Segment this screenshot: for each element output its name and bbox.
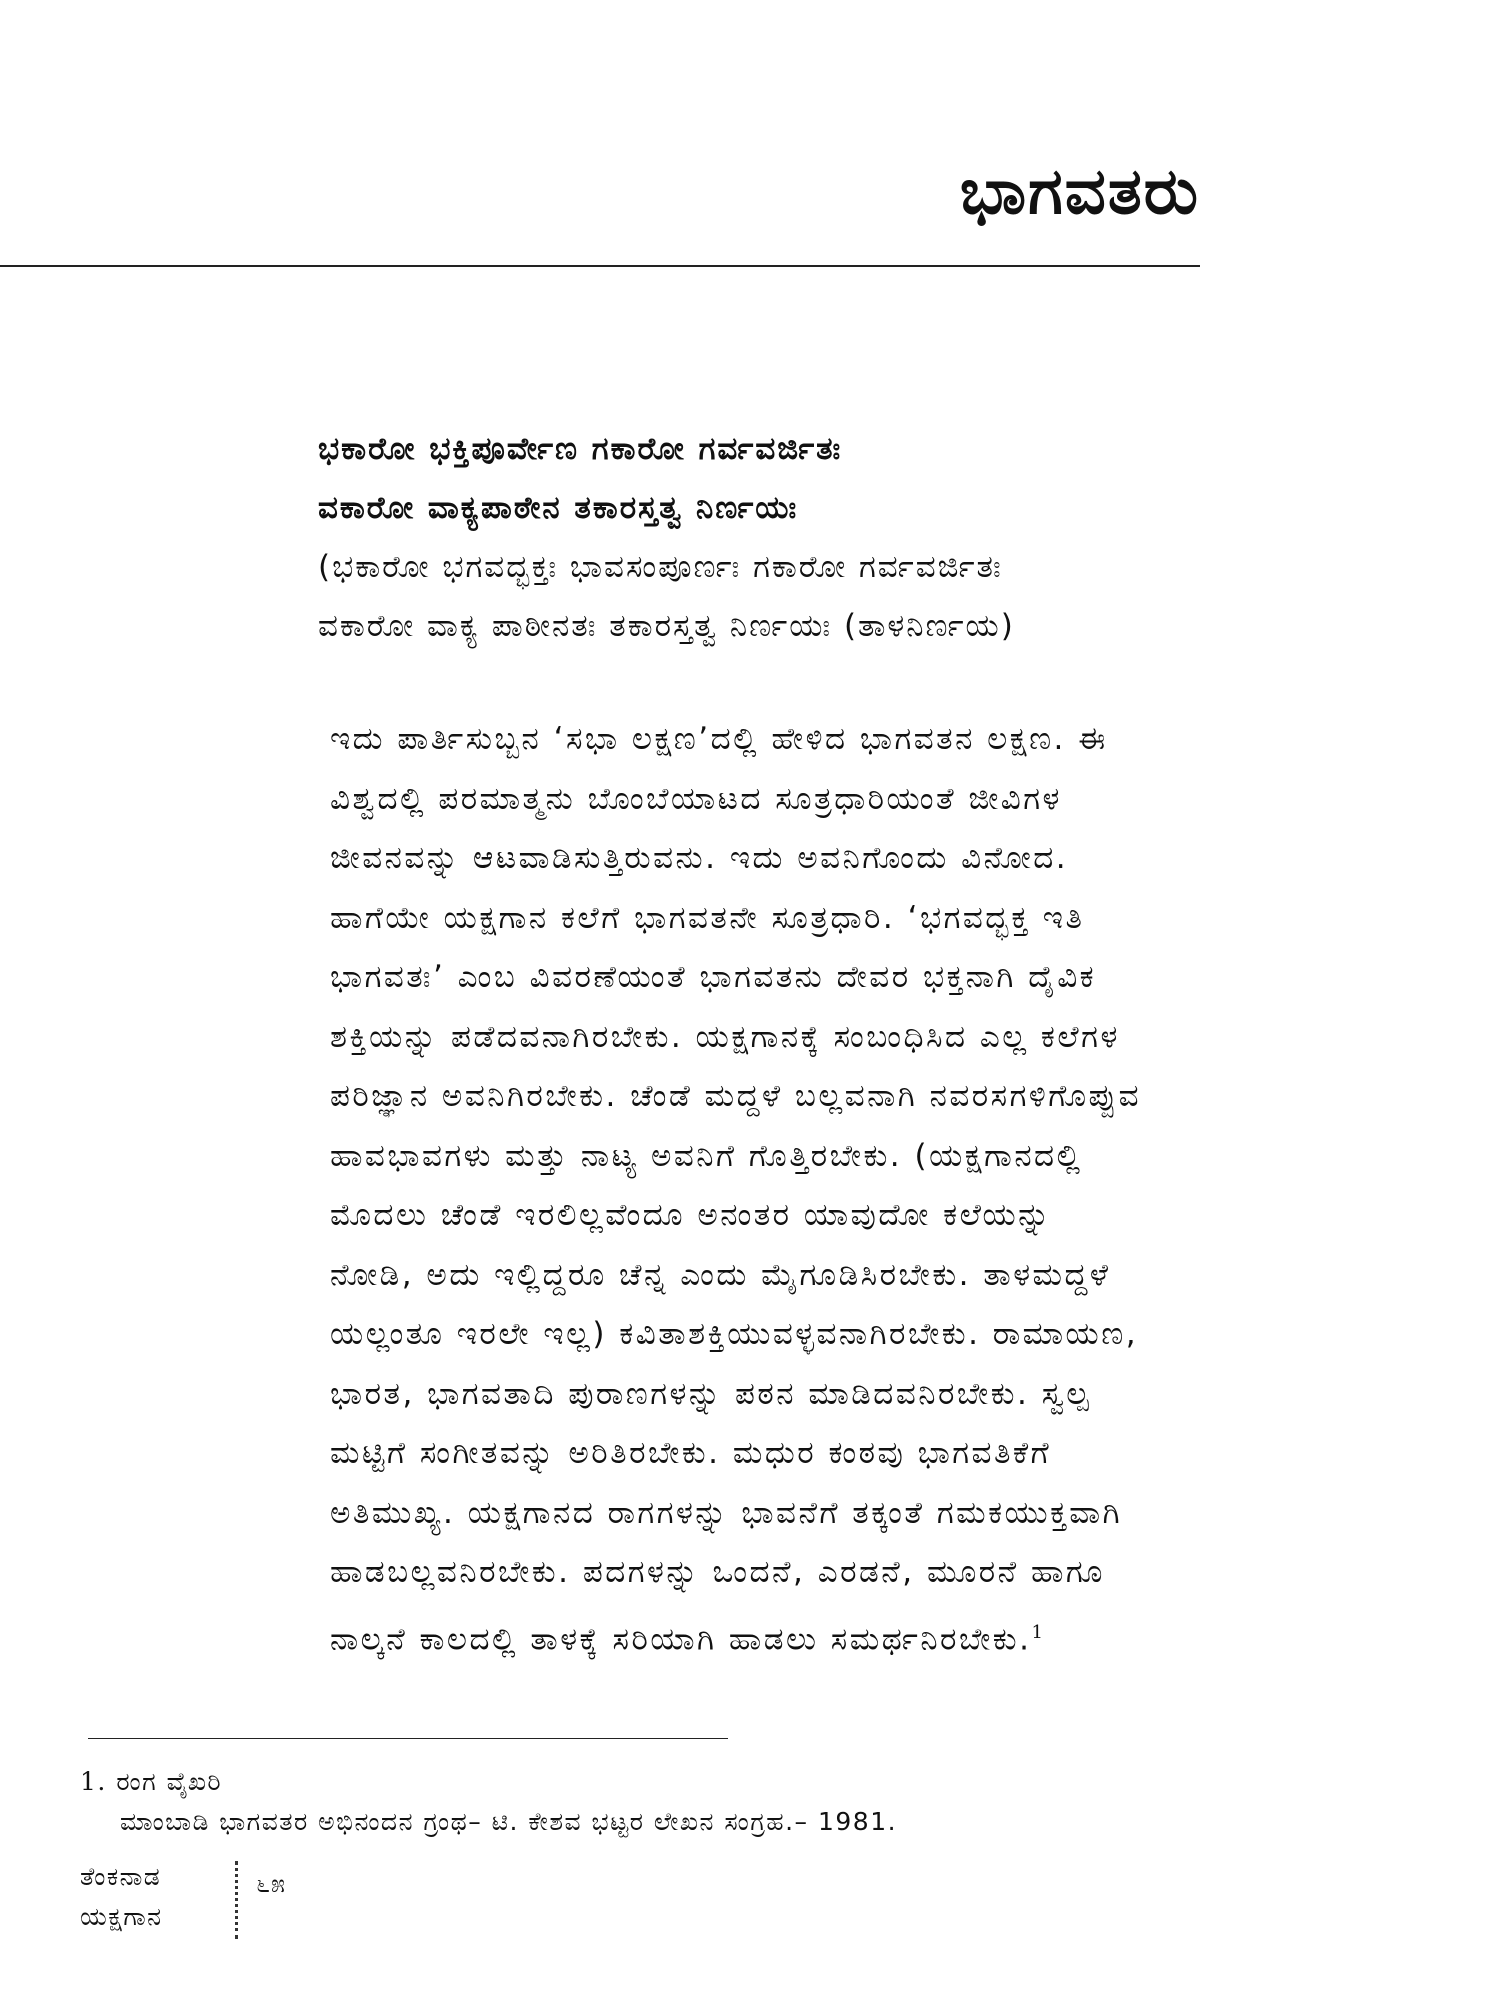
- shloka-line: ವಕಾರೋ ವಾಕ್ಯ ಪಾಠೀನತಃ ತಕಾರಸ್ತತ್ವ ನಿರ್ಣಯಃ (ತಾಳನಿರ್ಣಯ): [318, 608, 1015, 644]
- body-line: ಹಾವಭಾವಗಳು ಮತ್ತು ನಾಟ್ಯ ಅವನಿಗೆ ಗೊತ್ತಿರಬೇಕು. (ಯಕ್ಷಗಾನದಲ್ಲಿ: [330, 1137, 1083, 1174]
- footnote-line: [80, 1762, 1380, 1802]
- body-line: ಪರಿಜ್ಞಾನ ಅವನಿಗಿರಬೇಕು. ಚೆಂಡೆ ಮದ್ದಳೆ ಬಲ್ಲವನಾಗಿ ನವರಸಗಳಿಗೊಪ್ಪುವ: [330, 1078, 1142, 1114]
- footnote-number: 1.: [80, 1767, 107, 1796]
- shloka-line: ಭಕಾರೋ ಭಕ್ತಿಪೂರ್ವೇಣ ಗಕಾರೋ ಗರ್ವವರ್ಜಿತಃ: [318, 431, 843, 467]
- book-title: [80, 1857, 163, 1937]
- body-line: ಶಕ್ತಿಯನ್ನು ಪಡೆದವನಾಗಿರಬೇಕು. ಯಕ್ಷಗಾನಕ್ಕೆ ಸಂಬಂಧಿಸಿದ ಎಲ್ಲ ಕಲೆಗಳ: [330, 1018, 1120, 1055]
- body-line: ವಿಶ್ವದಲ್ಲಿ ಪರಮಾತ್ಮನು ಬೊಂಬೆಯಾಟದ ಸೂತ್ರಧಾರಿಯಂತೆ ಜೀವಿಗಳ: [330, 780, 1062, 817]
- footnote-source-detail: ಮಾಂಬಾಡಿ ಭಾಗವತರ ಅಭಿನಂದನ ಗ್ರಂಥ– ಟಿ. ಕೇಶವ ಭಟ್ಟರ ಲೇಖನ ಸಂಗ್ರಹ.– 1981.: [120, 1807, 898, 1836]
- body-line: ಮಟ್ಟಿಗೆ ಸಂಗೀತವನ್ನು ಅರಿತಿರಬೇಕು. ಮಧುರ ಕಂಠವು ಭಾಗವತಿಕೆಗೆ: [330, 1435, 1052, 1471]
- body-line: ಹಾಡಬಲ್ಲವನಿರಬೇಕು. ಪದಗಳನ್ನು ಒಂದನೆ, ಎರಡನೆ, ಮೂರನೆ ಹಾಗೂ: [330, 1554, 1105, 1590]
- body-line-last: [330, 1603, 1440, 1670]
- body-line: ಜೀವನವನ್ನು ಆಟವಾಡಿಸುತ್ತಿರುವನು. ಇದು ಅವನಿಗೊಂದು ವಿನೋದ.: [330, 840, 1069, 876]
- body-paragraph: [330, 710, 1440, 1669]
- body-line: ಇದು ಪಾರ್ತಿಸುಬ್ಬನ ‘ಸಭಾ ಲಕ್ಷಣ’ದಲ್ಲಿ ಹೇಳಿದ ಭಾಗವತನ ಲಕ್ಷಣ. ಈ: [330, 721, 1108, 757]
- body-line: ಅತಿಮುಖ್ಯ. ಯಕ್ಷಗಾನದ ರಾಗಗಳನ್ನು ಭಾವನೆಗೆ ತಕ್ಕಂತೆ ಗಮಕಯುಕ್ತವಾಗಿ: [330, 1494, 1123, 1531]
- footnote-source-title: ರಂಗ ವೈಖರಿ: [116, 1767, 223, 1796]
- shloka-line: ವಕಾರೋ ವಾಕ್ಯಪಾಠೇನ ತಕಾರಸ್ತತ್ವ ನಿರ್ಣಯಃ: [318, 490, 799, 526]
- body-line-text: ನಾಲ್ಕನೆ ಕಾಲದಲ್ಲಿ ತಾಳಕ್ಕೆ ಸರಿಯಾಗಿ ಹಾಡಲು ಸಮರ್ಥನಿರಬೇಕು.: [330, 1620, 1032, 1657]
- shloka-block: [318, 420, 1448, 656]
- book-title-line: ಯಕ್ಷಗಾನ: [80, 1902, 163, 1931]
- chapter-title: ಭಾಗವತರು: [959, 155, 1200, 229]
- book-title-line: ತೆಂಕನಾಡ: [80, 1862, 162, 1891]
- body-line: ಮೊದಲು ಚೆಂಡೆ ಇರಲಿಲ್ಲವೆಂದೂ ಅನಂತರ ಯಾವುದೋ ಕಲೆಯನ್ನು: [330, 1197, 1052, 1233]
- page-footer: [80, 1857, 287, 1967]
- footnote-divider: [88, 1738, 728, 1739]
- body-line: ಭಾರತ, ಭಾಗವತಾದಿ ಪುರಾಣಗಳನ್ನು ಪಠನ ಮಾಡಿದವನಿರಬೇಕು. ಸ್ವಲ್ಪ: [330, 1375, 1092, 1412]
- body-line: ಯಲ್ಲಂತೂ ಇರಲೇ ಇಲ್ಲ) ಕವಿತಾಶಕ್ತಿಯುವಳ್ಳವನಾಗಿರಬೇಕು. ರಾಮಾಯಣ,: [330, 1316, 1139, 1352]
- body-line: ಭಾಗವತಃ’ ಎಂಬ ವಿವರಣೆಯಂತೆ ಭಾಗವತನು ದೇವರ ಭಕ್ತನಾಗಿ ದೈವಿಕ: [330, 959, 1097, 995]
- body-line: ಹಾಗೆಯೇ ಯಕ್ಷಗಾನ ಕಲೆಗೆ ಭಾಗವತನೇ ಸೂತ್ರಧಾರಿ. ‘ಭಗವದ್ಭಕ್ತ ಇತಿ: [330, 899, 1085, 936]
- title-divider: [0, 265, 1200, 267]
- body-line: ನೋಡಿ, ಅದು ಇಲ್ಲಿದ್ದರೂ ಚೆನ್ನ ಎಂದು ಮೈಗೂಡಿಸಿರಬೇಕು. ತಾಳಮದ್ದಳೆ: [330, 1256, 1111, 1293]
- dotted-divider: [235, 1861, 238, 1939]
- footnotes: [80, 1762, 1380, 1842]
- page-number: ೬೫: [256, 1869, 287, 1898]
- footnote-reference[interactable]: 1: [1031, 1621, 1046, 1643]
- shloka-line: (ಭಕಾರೋ ಭಗವದ್ಭಕ್ತಃ ಭಾವಸಂಪೂರ್ಣಃ ಗಕಾರೋ ಗರ್ವವರ್ಜಿತಃ: [318, 549, 1003, 585]
